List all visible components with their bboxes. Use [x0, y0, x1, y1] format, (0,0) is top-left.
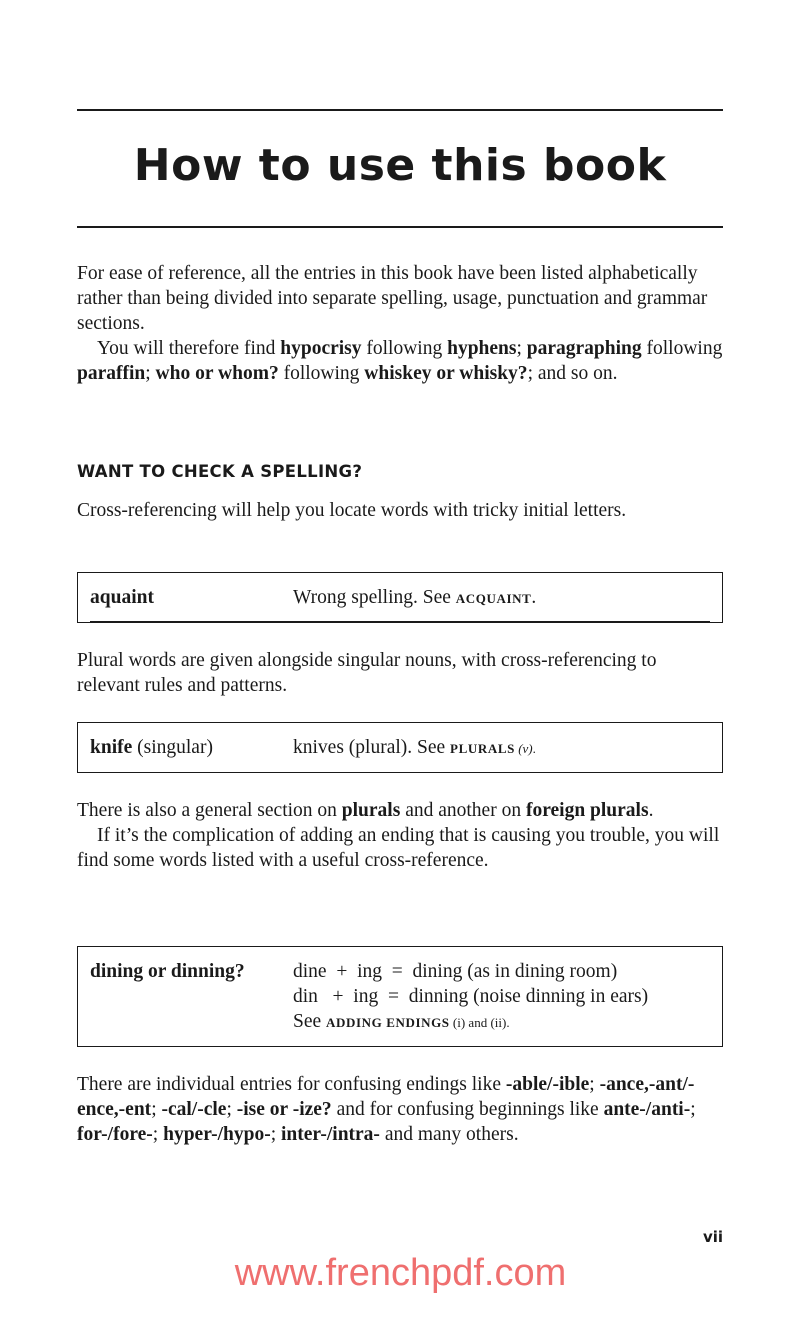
box-term: aquaint	[90, 587, 154, 608]
top-rule	[77, 109, 723, 111]
intro-paragraph-2: You will therefore find hypocrisy following hyphens; paragraphing following paraffin; who or whom? following whiskey or whisky?; and so on.	[77, 338, 723, 384]
example-box-aquaint	[77, 572, 723, 623]
intro-paragraph-1: For ease of reference, all the entries in this book have been listed alphabetically rather than being divided into separate spelling, usage, punctuation and grammar sections.	[77, 263, 708, 334]
spelling-paragraph-1: Cross-referencing will help you locate words with tricky initial letters.	[77, 500, 627, 521]
spelling-paragraph-4: If it’s the complication of adding an ending that is causing you trouble, you will find some words listed with a useful cross-reference.	[77, 825, 720, 871]
title-bottom-rule	[77, 226, 723, 228]
watermark-link[interactable]: www.frenchpdf.com	[234, 1252, 567, 1294]
box-term: knife (singular)	[90, 737, 213, 758]
box-see-reference: See ADDING ENDINGS (i) and (ii).	[293, 1011, 510, 1032]
box-term: dining or dinning?	[90, 961, 245, 982]
example-box-knife	[77, 722, 723, 773]
intro-section	[77, 261, 723, 386]
page-number: vii	[702, 1228, 723, 1246]
box-underline	[90, 621, 710, 622]
section-heading-spelling: WANT TO CHECK A SPELLING?	[77, 462, 363, 481]
spelling-paragraph-2: Plural words are given alongside singular nouns, with cross-referencing to relevant rules and patterns.	[77, 650, 657, 696]
spelling-paragraph-3: There is also a general section on plurals and another on foreign plurals. If it’s the complication of adding an ending that is causing you trouble, you will find some words listed with a useful cross-reference.	[77, 798, 723, 873]
box-row-dine: dine + ing = dining (as in dining room)	[293, 961, 618, 982]
page-title: How to use this book	[133, 140, 667, 191]
box-definition: knives (plural). See PLURALS (v).	[293, 737, 536, 758]
example-box-dining	[77, 946, 723, 1047]
box-definition: Wrong spelling. See ACQUAINT.	[293, 587, 537, 608]
spelling-paragraph-5: There are individual entries for confusing endings like -able/-ible; -ance,-ant/-ence,-ent; -cal/-cle; -ise or -ize? and for confusing beginnings like ante-/anti-; for-/fore-; hyper-/hypo-; inter-/intra- and many others.	[77, 1074, 696, 1145]
box-row-din: din + ing = dinning (noise dinning in ears)	[293, 986, 649, 1007]
